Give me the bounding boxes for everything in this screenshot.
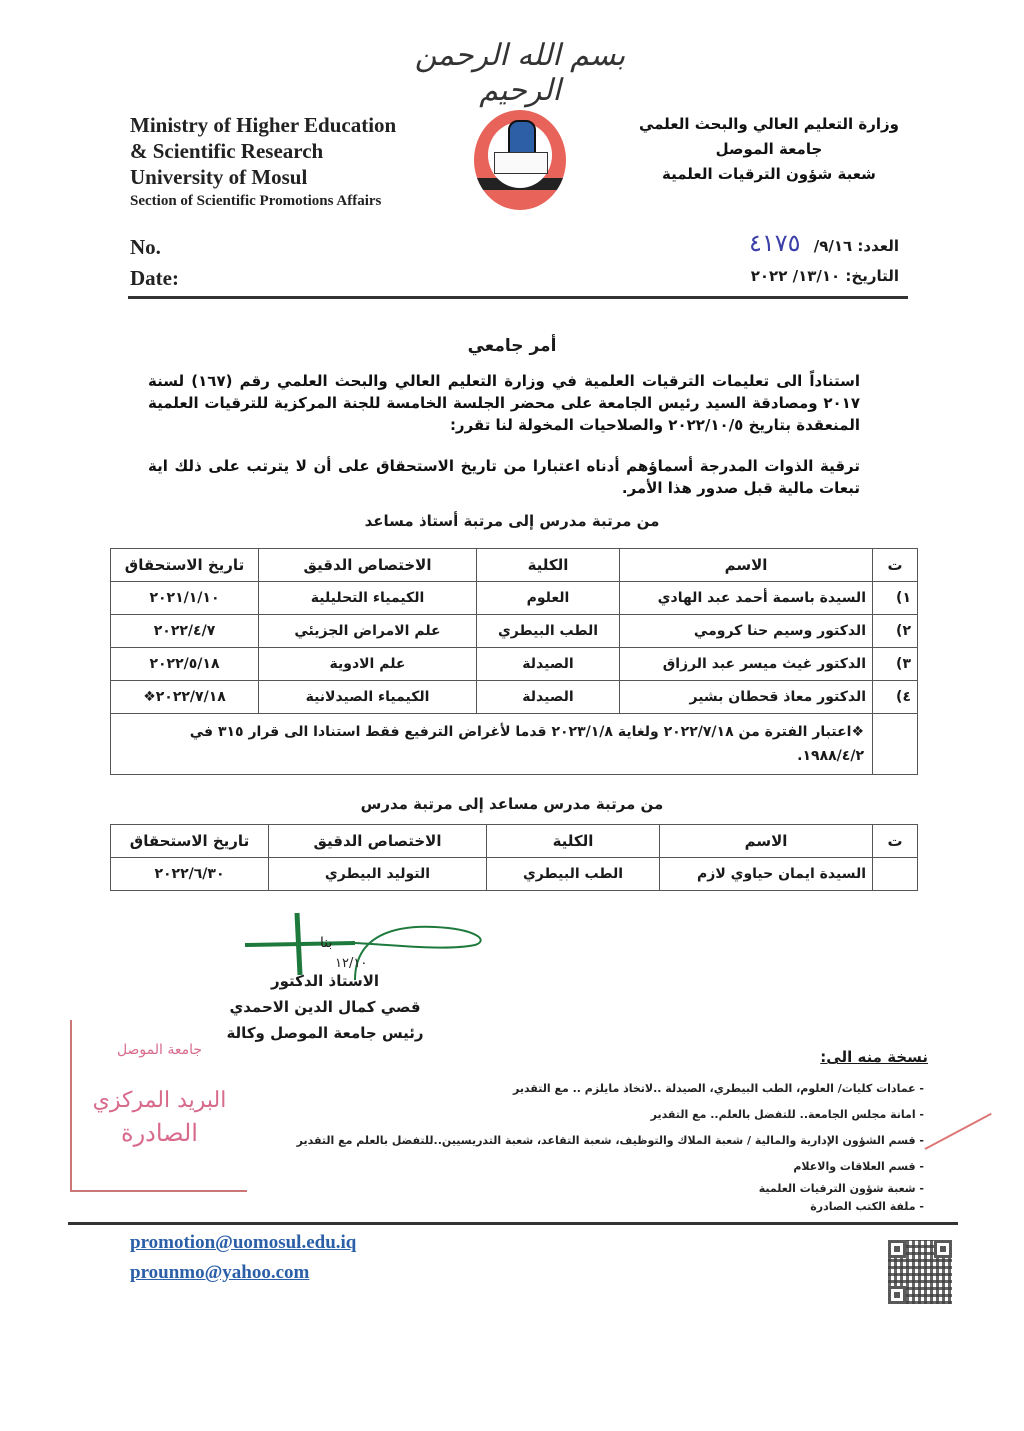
row-due-date: ٢٠٢٢/٤/٧ [111,615,259,648]
row-name: الدكتور غيث ميسر عبد الرزاق [620,648,873,681]
row-index: ٤) [873,681,918,714]
row-name: الدكتور معاذ قحطان بشير [620,681,873,714]
reference-date: التاريخ: ١٣/١٠/ ٢٠٢٢ [750,267,899,285]
table-row [111,582,918,615]
row-college: الطب البيطري [487,858,660,891]
list-item: - شعبة شؤون الترقيات العلمية [758,1182,924,1195]
row-college: الصيدلة [477,648,620,681]
table2-title: من مرتبة مدرس مساعد إلى مرتبة مدرس [360,795,664,813]
copies-list [297,1076,924,1216]
basmala-header: بسم الله الرحمن الرحيم [414,38,626,108]
signatory-title: الاستاذ الدكتور [270,972,380,990]
list-item: - قسم العلاقات والاعلام [793,1160,924,1173]
col-name: الاسم [620,549,873,582]
promotions-table-2 [110,824,918,891]
row-college: الطب البيطري [477,615,620,648]
email-link-yahoo[interactable]: prounmo@yahoo.com [130,1262,310,1283]
table-note-row [111,714,918,775]
reference-block [749,228,899,291]
row-specialization: الكيمياء الصيدلانية [259,681,477,714]
number-label: No. [130,235,161,259]
row-index: ٢) [873,615,918,648]
list-item: - قسم الشؤون الإدارية والمالية / شعبة الملاك والتوظيف، شعبة التقاعد، شعبة التدريسيين..للتفضل بالعلم مع التقدير [296,1134,924,1147]
col-name: الاسم [660,825,873,858]
col-due-date: تاريخ الاستحقاق [111,825,269,858]
date-label: Date: [130,266,179,290]
row-name: السيدة ايمان حياوي لازم [660,858,873,891]
col-specialization: الاختصاص الدقيق [259,549,477,582]
check-mark-icon [925,1113,992,1150]
reference-number-handwritten: ٤١٧٥ [748,229,801,257]
row-due-date: ٢٠٢٢/٦/٣٠ [111,858,269,891]
university-logo-icon [474,110,566,210]
svg-text:بنا: بنا [320,935,333,951]
col-due-date: تاريخ الاستحقاق [111,549,259,582]
qr-code-icon [888,1240,952,1304]
row-name: الدكتور وسيم حنا كرومي [620,615,873,648]
table1-title: من مرتبة مدرس إلى مرتبة أستاذ مساعد [364,512,660,530]
table-row [111,681,918,714]
row-specialization: علم الادوية [259,648,477,681]
col-index: ت [873,549,918,582]
table-footnote: ❖اعتبار الفترة من ٢٠٢٢/٧/١٨ ولغاية ٢٠٢٣/١/٨ قدما لأغراض الترفيع فقط استنادا الى قرار ٣١٥ في ١٩٨٨/٤/٢. [111,714,873,775]
university-name: University of Mosul [130,165,308,189]
col-college: الكلية [487,825,660,858]
col-college: الكلية [477,549,620,582]
row-index: ٣) [873,648,918,681]
preamble-paragraph: استناداً الى تعليمات الترقيات العلمية في وزارة التعليم العالي والبحث العلمي رقم (١٦٧) لسنة ٢٠١٧ ومصادقة السيد رئيس الجامعة على محضر الجلسة الخامسة للجنة المركزية للترقيات العلمية المنعقدة بتاريخ ٢٠٢٢/١٠/٥ والصلاحيات المخولة لنا تقرر: [148,372,860,434]
university-name-ar: جامعة الموصل [715,140,823,158]
signatory-name: قصي كمال الدين الاحمدي [229,998,421,1016]
ministry-name: Ministry of Higher Education [130,113,397,137]
number-date-labels [130,232,179,294]
signatory-position: رئيس جامعة الموصل وكالة [226,1024,424,1042]
row-specialization: علم الامراض الجزيئي [259,615,477,648]
list-item: - ملفة الكتب الصادرة [810,1200,924,1213]
row-specialization: التوليد البيطري [269,858,487,891]
stamp-line-1: البريد المركزي [92,1088,227,1113]
row-specialization: الكيمياء التحليلية [259,582,477,615]
list-item: - عمادات كليات/ العلوم، الطب البيطري، الصيدلة ..لاتخاذ مايلزم .. مع التقدير [512,1082,924,1095]
table-row [111,858,918,891]
list-item: - امانة مجلس الجامعة.. للتفضل بالعلم.. مع التقدير [650,1108,924,1121]
arabic-letterhead [639,112,899,187]
document-title: أمر جامعي [467,336,557,356]
promotions-table-1 [110,548,918,775]
row-due-date: ٢٠٢١/١/١٠ [111,582,259,615]
row-college: الصيدلة [477,681,620,714]
section-name-ar: شعبة شؤون الترقيات العلمية [662,165,876,183]
ministry-name-ar: وزارة التعليم العالي والبحث العلمي [638,115,899,133]
table-header-row [111,825,918,858]
col-specialization: الاختصاص الدقيق [269,825,487,858]
english-letterhead [130,112,396,212]
central-mail-stamp [70,1020,247,1192]
row-due-date: ٢٠٢٢/٧/١٨❖ [111,681,259,714]
copies-title: نسخة منه الى: [820,1048,928,1066]
row-name: السيدة باسمة أحمد عبد الهادي [620,582,873,615]
col-index: ت [873,825,918,858]
email-link-promotion[interactable]: promotion@uomosul.edu.iq [130,1232,357,1253]
note-index-empty [873,714,918,775]
table-row [111,648,918,681]
table-row [111,615,918,648]
svg-text:١٢/١٠: ١٢/١٠ [335,956,368,971]
table-header-row [111,549,918,582]
row-college: العلوم [477,582,620,615]
decision-paragraph: ترقية الذوات المدرجة أسماؤهم أدناه اعتبارا من تاريخ الاستحقاق على أن لا يترتب على ذلك اية تبعات مالية قبل صدور هذا الأمر. [148,457,860,497]
ministry-name-2: & Scientific Research [130,139,324,163]
reference-number-label: العدد: ٩/١٦/ [813,237,899,255]
reference-number [749,228,899,261]
row-due-date: ٢٠٢٢/٥/١٨ [111,648,259,681]
stamp-line-2: الصادرة [121,1119,198,1147]
row-index [873,858,918,891]
header-divider [128,296,908,299]
footer-divider [68,1222,958,1225]
section-name: Section of Scientific Promotions Affairs [130,193,382,209]
row-index: ١) [873,582,918,615]
stamp-ring-text: جامعة الموصل [116,1042,203,1058]
